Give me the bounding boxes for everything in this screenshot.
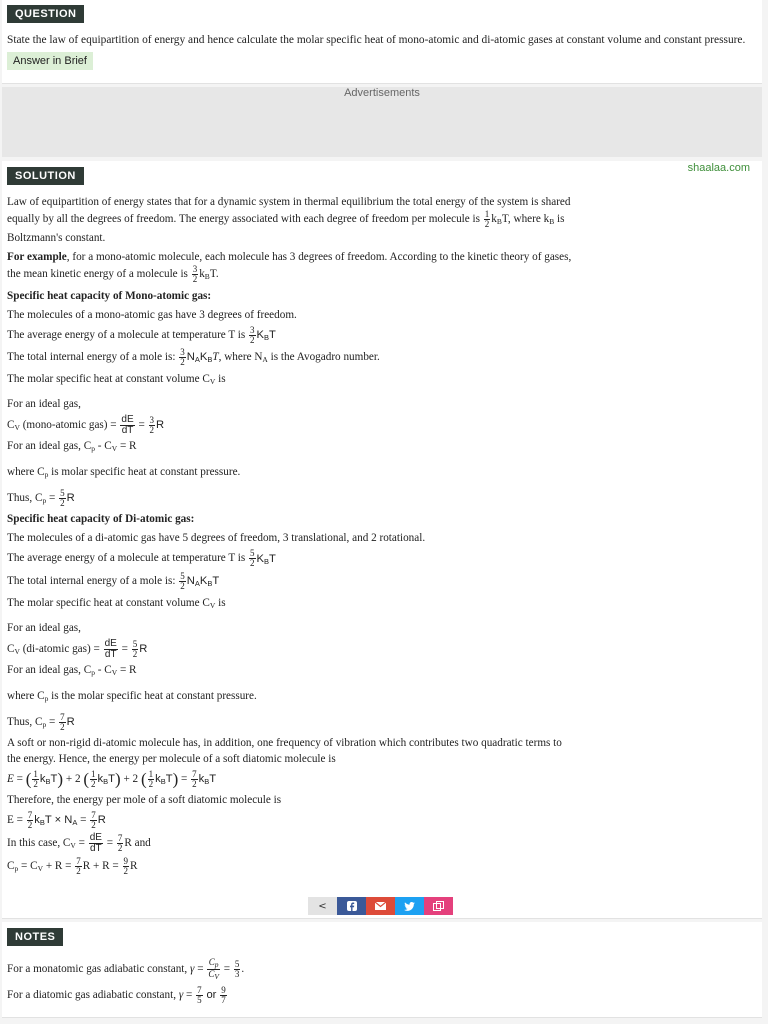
cp-subscript: p [91, 667, 95, 677]
solution-body [7, 194, 756, 877]
di-heading: Specific heat capacity of Di-atomic gas: [7, 513, 195, 526]
mono-line-9-c: = [46, 492, 56, 505]
email-icon[interactable] [366, 897, 395, 915]
di-line-8-a: where C [7, 689, 45, 702]
fraction-seven-fifths: $\frac{7}{5}$ [197, 984, 202, 1005]
soft-line-5 [7, 857, 756, 877]
mono-line-7-e: = R [117, 440, 137, 453]
fraction-one-half: $\frac{1}{2}$ [484, 209, 490, 229]
share-icon[interactable]: < [308, 897, 337, 915]
di-line-4-is: is [215, 596, 226, 609]
soft-line-4: In this case, $C_V$ = $\frac{dE}{dT}$ = $\frac{7}{2}$ R and [7, 831, 151, 854]
fraction-seven-halves: $\frac{7}{2}$ [60, 711, 65, 732]
kb-is: is [554, 213, 565, 226]
cp-subscript: p [42, 496, 47, 506]
note-or: or [206, 989, 217, 1001]
fraction-seven-halves: $\frac{7}{2}$ [27, 809, 33, 830]
di-line-7-e: = R [117, 663, 137, 676]
question-card [2, 0, 762, 84]
di-line-2: The average energy of a molecule at temperature T is $\frac{5}{2}$ $K_BT$ [7, 548, 276, 569]
solution-card [2, 161, 762, 919]
fraction-five-thirds: $\frac{5}{3}$ [234, 959, 240, 979]
cv-subscript: V [37, 864, 44, 874]
na-subscript: A [262, 355, 268, 365]
answer-in-brief-badge[interactable]: Answer in Brief [7, 52, 93, 70]
kb-subscript: B [204, 272, 210, 282]
fraction-three-halves: $\frac{3}{2}$ [250, 325, 255, 346]
boltzmann-text: Boltzmann's constant. [7, 232, 106, 245]
kb-tail: T, where k [501, 213, 550, 226]
mono-line-1: The molecules of a mono-atomic gas have 3 degrees of freedom. [7, 309, 297, 322]
notes-body [7, 958, 756, 1005]
di-line-1: The molecules of a di-atomic gas have 5 degrees of freedom, 3 translational, and 2 rotational. [7, 532, 426, 545]
fraction-one-half: $\frac{1}{2}$ [91, 768, 96, 789]
fraction-cp-cv: $\frac{C_p}{C_V}$ [208, 957, 219, 981]
fraction-nine-halves: $\frac{9}{2}$ [123, 856, 129, 877]
di-line-5: For an ideal gas, [7, 621, 81, 634]
advertisement-label: Advertisements [344, 87, 420, 99]
example-paragraph [7, 249, 756, 285]
cv-subscript: V [14, 423, 20, 433]
mono-line-2-text: The average energy of a molecule at temperature T is [7, 329, 246, 342]
example-line-2: the mean kinetic energy of a molecule is [7, 268, 188, 281]
mono-line-5: For an ideal gas, [7, 398, 81, 411]
cp-subscript: p [44, 470, 49, 480]
question-tag: QUESTION [7, 5, 84, 23]
twitter-icon[interactable] [395, 897, 424, 915]
di-line-7 [7, 662, 756, 681]
mono-line-3: The total internal energy of a mole is: $\frac{3}{2}$ $N_AK_BT$, where $N_A$ is the Avogadro number. [7, 347, 380, 368]
di-line-2-text: The average energy of a molecule at temperature T is [7, 552, 246, 565]
note-diatomic: For a diatomic gas adiabatic constant, γ = $\frac{7}{5}$ or $\frac{9}{7}$ [7, 984, 226, 1005]
fraction-de-dt: $\frac{dE}{dT}$ [89, 831, 102, 854]
soft-line-5-g: R [130, 860, 138, 873]
example-label: For example [7, 251, 67, 264]
fraction-one-half: $\frac{1}{2}$ [33, 768, 38, 789]
soft-line-4-tail: R and [124, 837, 151, 850]
fraction-three-halves: $\frac{3}{2}$ [180, 347, 185, 368]
di-line-8 [7, 688, 756, 707]
mono-line-8-c: is molar specific heat at constant pressure. [48, 466, 241, 479]
mono-line-3-text: The total internal energy of a mole is: [7, 351, 176, 364]
mono-line-9-a: Thus, C [7, 492, 43, 505]
soft-line-3: Therefore, the energy per mole of a soft diatomic molecule is [7, 793, 282, 806]
soft-line-4-c: = [75, 837, 85, 850]
fraction-five-halves: $\frac{5}{2}$ [180, 570, 185, 591]
intro-line-2: equally by all the degrees of freedom. The energy associated with each degree of freedom per molecule is [7, 213, 480, 226]
cv-subscript: V [111, 667, 118, 677]
di-line-7-c: - C [94, 663, 112, 676]
soft-paragraph [7, 735, 756, 767]
facebook-icon[interactable] [337, 897, 366, 915]
mono-line-6: $C_V$ (mono-atomic gas) = $\frac{dE}{dT}$ = $\frac{3}{2}$ R [7, 414, 165, 437]
cv-symbol: C [7, 642, 15, 655]
fraction-one-half: $\frac{1}{2}$ [148, 768, 154, 789]
di-line-6-text: (di-atomic gas) = [19, 642, 100, 655]
mono-line-7-a: For an ideal gas, C [7, 440, 92, 453]
mono-line-3-tail: is the Avogadro number. [267, 351, 380, 364]
cp-subscript: p [44, 693, 49, 703]
question-text: State the law of equipartition of energy and hence calculate the molar specific heat of mono-atomic and di-atomic gases at constant volume and constant pressure. [7, 34, 746, 46]
mono-line-7-c: - C [94, 440, 112, 453]
mono-line-6-text: (mono-atomic gas) = [19, 419, 117, 432]
fraction-five-halves: $\frac{5}{2}$ [132, 638, 138, 659]
fraction-de-dt: $\frac{dE}{dT}$ [104, 637, 117, 660]
advertisement-banner[interactable] [2, 87, 762, 157]
soft-energy-equation: E = ( $\frac{1}{2}$ $k_BT) + 2$ ( $\frac{1}{2}$ $k_BT) + 2$ ( $\frac{1}{2}$ $k_BT$) = $\frac{7}{2}$ $k_BT$ [7, 768, 217, 789]
mono-line-4-text: The molar specific heat at constant volume C [7, 373, 210, 386]
kb-symbol: k [199, 268, 205, 281]
kb-tail: T. [209, 268, 219, 281]
cv-symbol: C [7, 419, 15, 432]
note-monatomic: For a monatomic gas adiabatic constant, γ = $\frac{C_p}{C_V}$ = $\frac{5}{3}$ . [7, 957, 245, 981]
di-line-6: $C_V$ (di-atomic gas) = $\frac{dE}{dT}$ = $\frac{5}{2}$ R [7, 637, 148, 660]
fraction-seven-halves: $\frac{7}{2}$ [76, 856, 81, 877]
fraction-nine-sevenths: $\frac{9}{7}$ [221, 984, 226, 1005]
di-line-9: Thus, $C_p$ = $\frac{7}{2}$ R [7, 711, 75, 732]
cp-subscript: p [42, 719, 47, 729]
di-line-4-text: The molar specific heat at constant volume C [7, 596, 210, 609]
di-line-3: The total internal energy of a mole is: $\frac{5}{2}$ $N_AK_BT$ [7, 570, 220, 591]
mono-line-4 [7, 371, 756, 390]
mono-line-3-where: , where N [218, 351, 263, 364]
soft-line-5-e: + R = [43, 860, 72, 873]
note-monatomic-text: For a monatomic gas adiabatic constant, [7, 963, 188, 976]
soft-line-5-c: = C [18, 860, 38, 873]
soft-line-5-f: R + R = [82, 860, 119, 873]
mono-line-9: Thus, $C_p$ = $\frac{5}{2}$ R [7, 488, 75, 509]
cv-subscript: V [70, 841, 76, 851]
mono-line-2: The average energy of a molecule at temperature T is $\frac{3}{2}$ $K_BT$ [7, 325, 276, 346]
di-line-4 [7, 595, 756, 614]
di-line-7-a: For an ideal gas, C [7, 663, 92, 676]
notes-card [2, 922, 762, 1018]
intro-line-1: Law of equipartition of energy states that for a dynamic system in thermal equilibrium the total energy of the system is shared [7, 196, 571, 208]
fraction-five-halves: $\frac{5}{2}$ [250, 548, 255, 569]
kb-symbol: k [491, 213, 497, 226]
mono-line-8-a: where C [7, 466, 45, 479]
cv-subscript: V [209, 600, 216, 610]
brand-link[interactable]: shaalaa.com [687, 162, 750, 174]
cv-subscript: V [209, 377, 216, 387]
cv-subscript: V [14, 646, 20, 656]
copy-icon[interactable] [424, 897, 453, 915]
mono-line-8 [7, 464, 756, 483]
note-diatomic-text: For a diatomic gas adiabatic constant, [7, 989, 177, 1001]
mono-line-4-is: is [215, 373, 226, 386]
cp-subscript: p [14, 864, 19, 874]
cp-symbol: C [7, 860, 15, 873]
fraction-seven-halves: $\frac{7}{2}$ [117, 832, 123, 853]
mono-line-7 [7, 438, 756, 457]
fraction-three-halves: $\frac{3}{2}$ [149, 415, 155, 436]
soft-line-2: the energy. Hence, the energy per molecule of a soft diatomic molecule is [7, 752, 336, 765]
fraction-seven-halves: $\frac{7}{2}$ [91, 809, 96, 830]
soft-line-1: A soft or non-rigid di-atomic molecule has, in addition, one frequency of vibration which contributes two quadratic terms to [7, 736, 562, 749]
fraction-seven-halves: $\frac{7}{2}$ [192, 768, 197, 789]
soft-mole-equation: E = $\frac{7}{2}$ $k_BT \times N_A$ = $\frac{7}{2}$ R [7, 809, 106, 830]
di-line-3-text: The total internal energy of a mole is: [7, 574, 176, 587]
notes-tag: NOTES [7, 928, 63, 946]
fraction-five-halves: $\frac{5}{2}$ [60, 488, 65, 509]
solution-tag: SOLUTION [7, 167, 84, 185]
cp-subscript: p [91, 444, 95, 454]
di-line-8-c: is the molar specific heat at constant pressure. [48, 689, 257, 702]
kb-subscript: B [496, 217, 502, 227]
share-bar [308, 897, 453, 915]
soft-line-4-a: In this case, C [7, 837, 71, 850]
intro-paragraph [7, 194, 756, 246]
mono-heading: Specific heat capacity of Mono-atomic gas: [7, 290, 212, 303]
example-text: , for a mono-atomic molecule, each molecule has 3 degrees of freedom. According to the kinetic theory of gases, [66, 251, 572, 264]
cv-subscript: V [111, 444, 118, 454]
fraction-three-halves: $\frac{3}{2}$ [192, 264, 198, 285]
di-line-9-c: = [46, 715, 56, 728]
fraction-de-dt: $\frac{dE}{dT}$ [121, 414, 134, 437]
di-line-9-a: Thus, C [7, 715, 43, 728]
kb-subscript-2: B [549, 217, 555, 227]
